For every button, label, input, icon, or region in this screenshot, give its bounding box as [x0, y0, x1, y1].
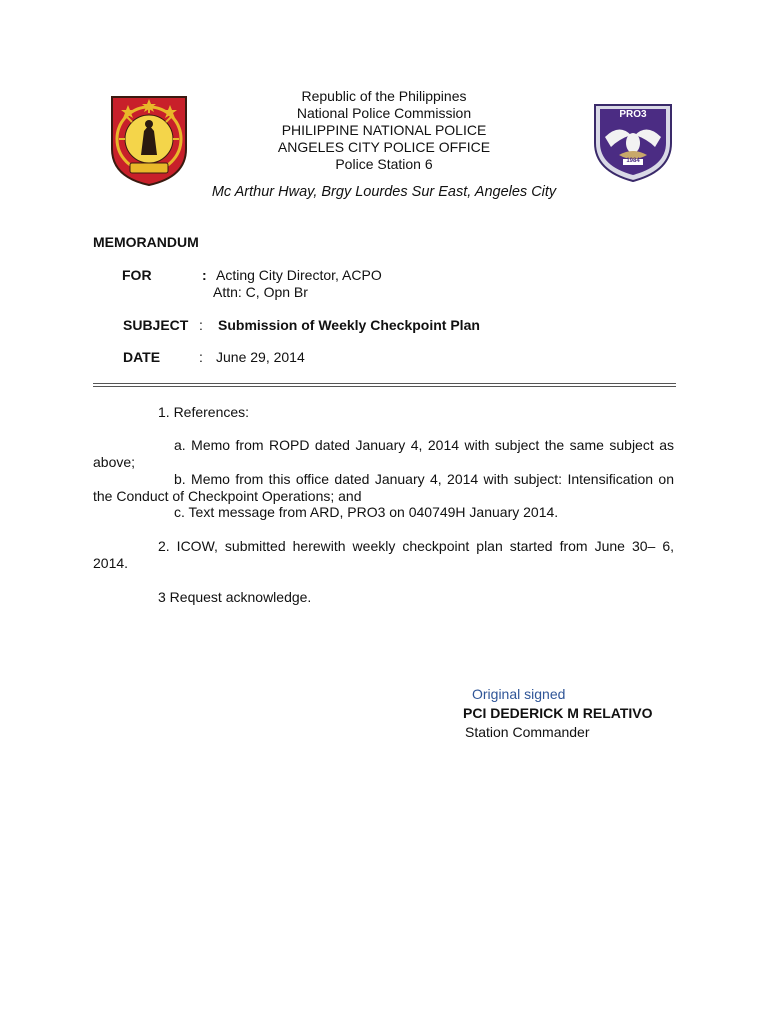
attn-value: Attn: C, Opn Br	[213, 284, 308, 300]
date-label: DATE	[123, 349, 161, 365]
date-value: June 29, 2014	[216, 349, 305, 365]
pro3-badge-logo	[589, 99, 677, 183]
divider-top	[93, 383, 676, 384]
for-colon: :	[202, 267, 207, 283]
subject-label: SUBJECT	[123, 317, 189, 333]
letterhead	[194, 88, 574, 173]
header-line-republic: Republic of the Philippines	[301, 88, 467, 104]
reference-c: c. Text message from ARD, PRO3 on 040749H January 2014.	[174, 504, 559, 520]
signatory-name: PCI DEDERICK M RELATIVO	[463, 705, 653, 721]
divider-bottom	[93, 386, 676, 387]
subject-colon: :	[199, 317, 203, 333]
references-heading: 1. References:	[158, 404, 250, 420]
header-address: Mc Arthur Hway, Brgy Lourdes Sur East, Angeles City	[211, 184, 557, 200]
date-colon: :	[199, 349, 203, 365]
header-line-station: Police Station 6	[335, 156, 433, 172]
pro3-year: 1984	[626, 158, 640, 164]
reference-a: a. Memo from ROPD dated January 4, 2014 with subject the same subject as above;	[93, 437, 674, 470]
header-line-acpo: ANGELES CITY POLICE OFFICE	[277, 139, 491, 155]
pro3-title: PRO3	[619, 109, 647, 120]
memo-label: MEMORANDUM	[93, 234, 199, 250]
header-line-napolcom: National Police Commission	[296, 105, 472, 121]
paragraph-2: 2. ICOW, submitted herewith weekly checkpoint plan started from June 30– 6, 2014.	[93, 538, 674, 571]
original-signed-note: Original signed	[472, 686, 566, 702]
pnp-seal-logo	[108, 91, 190, 187]
paragraph-3: 3 Request acknowledge.	[158, 589, 312, 605]
reference-b: b. Memo from this office dated January 4, 2014 with subject: Intensification on the Conduct of Checkpoint Operations; and	[93, 471, 674, 504]
for-label: FOR	[122, 267, 152, 283]
for-value: Acting City Director, ACPO	[216, 267, 382, 283]
subject-value: Submission of Weekly Checkpoint Plan	[218, 317, 480, 333]
signatory-title: Station Commander	[465, 724, 590, 740]
header-line-pnp: PHILIPPINE NATIONAL POLICE	[281, 122, 487, 138]
